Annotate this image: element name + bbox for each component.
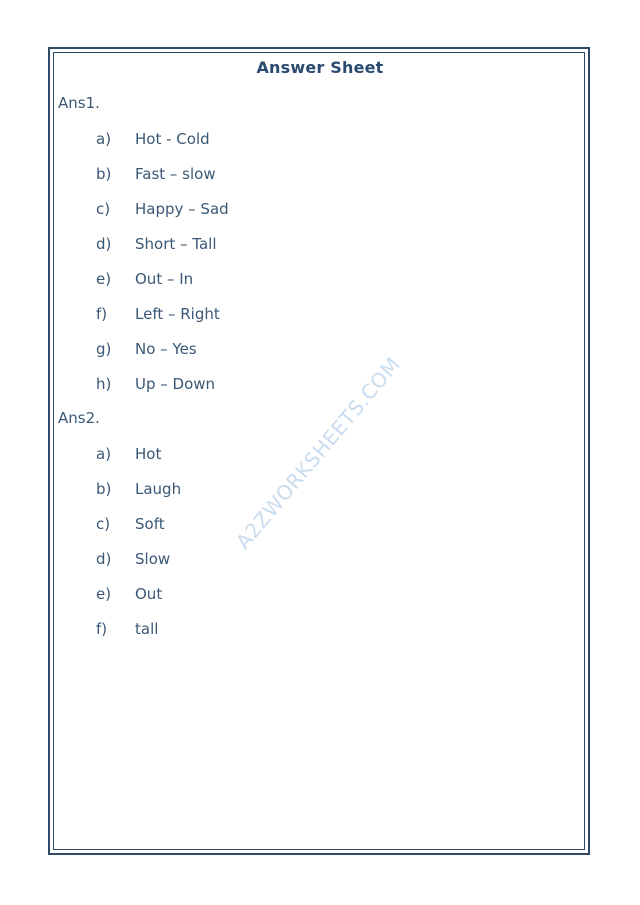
item-letter: e) xyxy=(96,270,112,288)
item-text: tall xyxy=(135,620,159,638)
list-item xyxy=(96,304,229,339)
item-letter: c) xyxy=(96,200,111,218)
list-item xyxy=(96,234,229,269)
item-letter: a) xyxy=(96,130,112,148)
item-text: Left – Right xyxy=(135,305,220,323)
list-item xyxy=(96,199,229,234)
answer-list-1 xyxy=(96,129,229,409)
list-item xyxy=(96,129,229,164)
list-item xyxy=(96,269,229,304)
item-text: Fast – slow xyxy=(135,165,216,183)
item-text: Hot - Cold xyxy=(135,130,210,148)
page-title: Answer Sheet xyxy=(256,58,384,77)
item-letter: b) xyxy=(96,165,112,183)
item-letter: c) xyxy=(96,515,111,533)
list-item xyxy=(96,514,181,549)
item-text: Laugh xyxy=(135,480,182,498)
item-text: Out – In xyxy=(135,270,194,288)
list-item xyxy=(96,479,181,514)
list-item xyxy=(96,549,181,584)
watermark: A2ZWORKSHEETS.COM xyxy=(230,352,406,554)
item-letter: h) xyxy=(96,375,112,393)
item-text: Slow xyxy=(135,550,171,568)
answer-list-2 xyxy=(96,444,181,654)
item-letter: f) xyxy=(96,620,108,638)
answer-heading-1: Ans1. xyxy=(58,94,100,112)
item-letter: a) xyxy=(96,445,112,463)
list-item xyxy=(96,164,229,199)
item-text: Happy – Sad xyxy=(135,200,229,218)
item-text: Up – Down xyxy=(135,375,216,393)
answer-heading-2: Ans2. xyxy=(58,409,100,427)
list-item xyxy=(96,584,181,619)
item-letter: e) xyxy=(96,585,112,603)
item-letter: f) xyxy=(96,305,108,323)
item-text: No – Yes xyxy=(135,340,197,358)
item-letter: g) xyxy=(96,340,112,358)
item-letter: b) xyxy=(96,480,112,498)
list-item xyxy=(96,339,229,374)
item-text: Out xyxy=(135,585,163,603)
item-text: Hot xyxy=(135,445,162,463)
list-item xyxy=(96,619,181,654)
list-item xyxy=(96,444,181,479)
item-letter: d) xyxy=(96,235,112,253)
item-text: Soft xyxy=(135,515,165,533)
list-item xyxy=(96,374,229,409)
item-letter: d) xyxy=(96,550,112,568)
item-text: Short – Tall xyxy=(135,235,217,253)
